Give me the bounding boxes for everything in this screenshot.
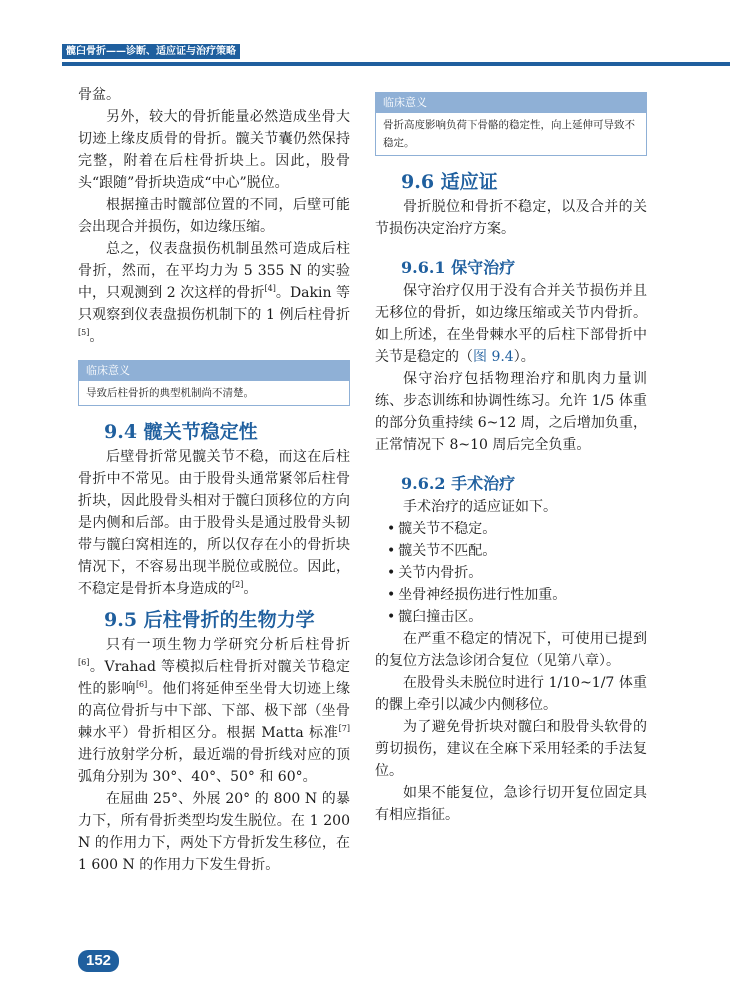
citation: [6] — [78, 658, 90, 667]
clinical-note-text: 骨折高度影响负荷下骨骼的稳定性，向上延伸可导致不稳定。 — [383, 119, 635, 149]
citation: [6] — [135, 680, 148, 689]
section-heading: 9.4 髋关节稳定性 — [104, 421, 258, 443]
paragraph — [78, 238, 350, 348]
text: ）。 — [513, 349, 535, 365]
list-item: • 髋关节不稳定。 — [387, 518, 647, 540]
paragraph: 骨盆。 — [78, 87, 120, 103]
citation: [7] — [338, 724, 350, 733]
section-heading: 9.6 适应证 — [401, 171, 498, 193]
citation: [5] — [78, 328, 90, 337]
running-header: 髋臼骨折——诊断、适应证与治疗策略 — [62, 44, 240, 59]
right-column — [375, 92, 647, 826]
indication-list — [375, 518, 647, 628]
paragraph — [375, 280, 647, 368]
paragraph: 骨折脱位和骨折不稳定，以及合并的关节损伤决定治疗方案。 — [375, 199, 647, 237]
text: 总之，仪表盘损伤机制虽然可造成后柱骨折，然而，在平均力为 5 355 N 的实验中，只观测到 2 次这样的骨折 — [78, 241, 350, 301]
text: 只有一项生物力学研究分析后柱骨折 — [106, 637, 350, 653]
paragraph: 另外，较大的骨折能量必然造成坐骨大切迹上缘皮质骨的骨折。髋关节囊仍然保持完整，附着在后柱骨折块上。因此，股骨头“跟随”骨折块造成“中心”脱位。 — [78, 109, 350, 191]
list-item: • 髋臼撞击区。 — [387, 606, 647, 628]
list-item: • 髋关节不匹配。 — [387, 540, 647, 562]
text: 进行放射学分析，最近端的骨折线对应的顶弧角分别为 30°、40°、50° 和 60°。 — [78, 747, 350, 785]
text: 保守治疗仅用于没有合并关节损伤并且无移位的骨折，如边缘压缩或关节内骨折。如上所述，在坐骨棘水平的后柱下部骨折中关节是稳定的（ — [375, 283, 647, 365]
clinical-note-title: 临床意义 — [376, 93, 646, 113]
list-item: • 坐骨神经损伤进行性加重。 — [387, 584, 647, 606]
paragraph: 在严重不稳定的情况下，可使用已提到的复位方法急诊闭合复位（见第八章）。 — [375, 631, 647, 669]
subsection-heading: 9.6.2 手术治疗 — [401, 474, 516, 493]
text: 。 — [89, 329, 104, 345]
clinical-note-title: 临床意义 — [79, 361, 349, 381]
section-heading: 9.5 后柱骨折的生物力学 — [104, 609, 315, 631]
paragraph: 在股骨头未脱位时进行 1/10~1/7 体重的髁上牵引以减少内侧移位。 — [375, 675, 647, 713]
text: 。他们将延伸至坐骨大切迹上缘的高位骨折与中下部、下部、极下部（坐骨棘水平）骨折相区分。根据 Matta 标准 — [78, 681, 351, 741]
figure-link[interactable]: 图 9.4 — [473, 349, 514, 365]
text: 。 — [243, 581, 258, 597]
citation: [4] — [264, 284, 276, 293]
page-number: 152 — [78, 950, 119, 972]
left-column — [78, 84, 350, 876]
paragraph: 如果不能复位，急诊行切开复位固定具有相应指征。 — [375, 785, 647, 823]
paragraph: 为了避免骨折块对髋臼和股骨头软骨的剪切损伤，建议在全麻下采用轻柔的手法复位。 — [375, 719, 647, 779]
clinical-note-box — [78, 360, 350, 406]
text: 。Dakin 等只观察到仪表盘损伤机制下的 1 例后柱骨折 — [78, 285, 351, 323]
citation: [2] — [232, 580, 244, 589]
subsection-heading: 9.6.1 保守治疗 — [401, 258, 516, 277]
paragraph: 保守治疗包括物理治疗和肌肉力量训练、步态训练和协调性练习。允许 1/5 体重的部分负重持续 6~12 周，之后增加负重，正常情况下 8~10 周后完全负重。 — [375, 371, 647, 453]
paragraph — [78, 634, 350, 788]
paragraph: 在屈曲 25°、外展 20° 的 800 N 的暴力下，所有骨折类型均发生脱位。在 1 200 N 的作用力下，两处下方骨折发生移位，在 1 600 N 的作用力下发生骨折。 — [78, 791, 350, 873]
text: 。Vrahad 等模拟后柱骨折对髋关节稳定性的影响 — [78, 659, 350, 697]
paragraph: 手术治疗的适应证如下。 — [403, 499, 557, 515]
clinical-note-text: 导致后柱骨折的典型机制尚不清楚。 — [86, 387, 254, 399]
text: 后壁骨折常见髋关节不稳，而这在后柱骨折中不常见。由于股骨头通常紧邻后柱骨折块，因此股骨头相对于髋臼顶移位的方向是内侧和后部。由于股骨头是通过股骨头韧带与髋臼窝相连的，所以仅存在小的骨折块情况下，不容易出现半脱位或脱位。因此，不稳定是骨折本身造成的 — [78, 449, 350, 597]
paragraph: 根据撞击时髋部位置的不同，后壁可能会出现合并损伤，如边缘压缩。 — [78, 197, 350, 235]
paragraph — [78, 446, 350, 600]
header-rule — [62, 62, 730, 66]
list-item: • 关节内骨折。 — [387, 562, 647, 584]
clinical-note-box — [375, 92, 647, 156]
